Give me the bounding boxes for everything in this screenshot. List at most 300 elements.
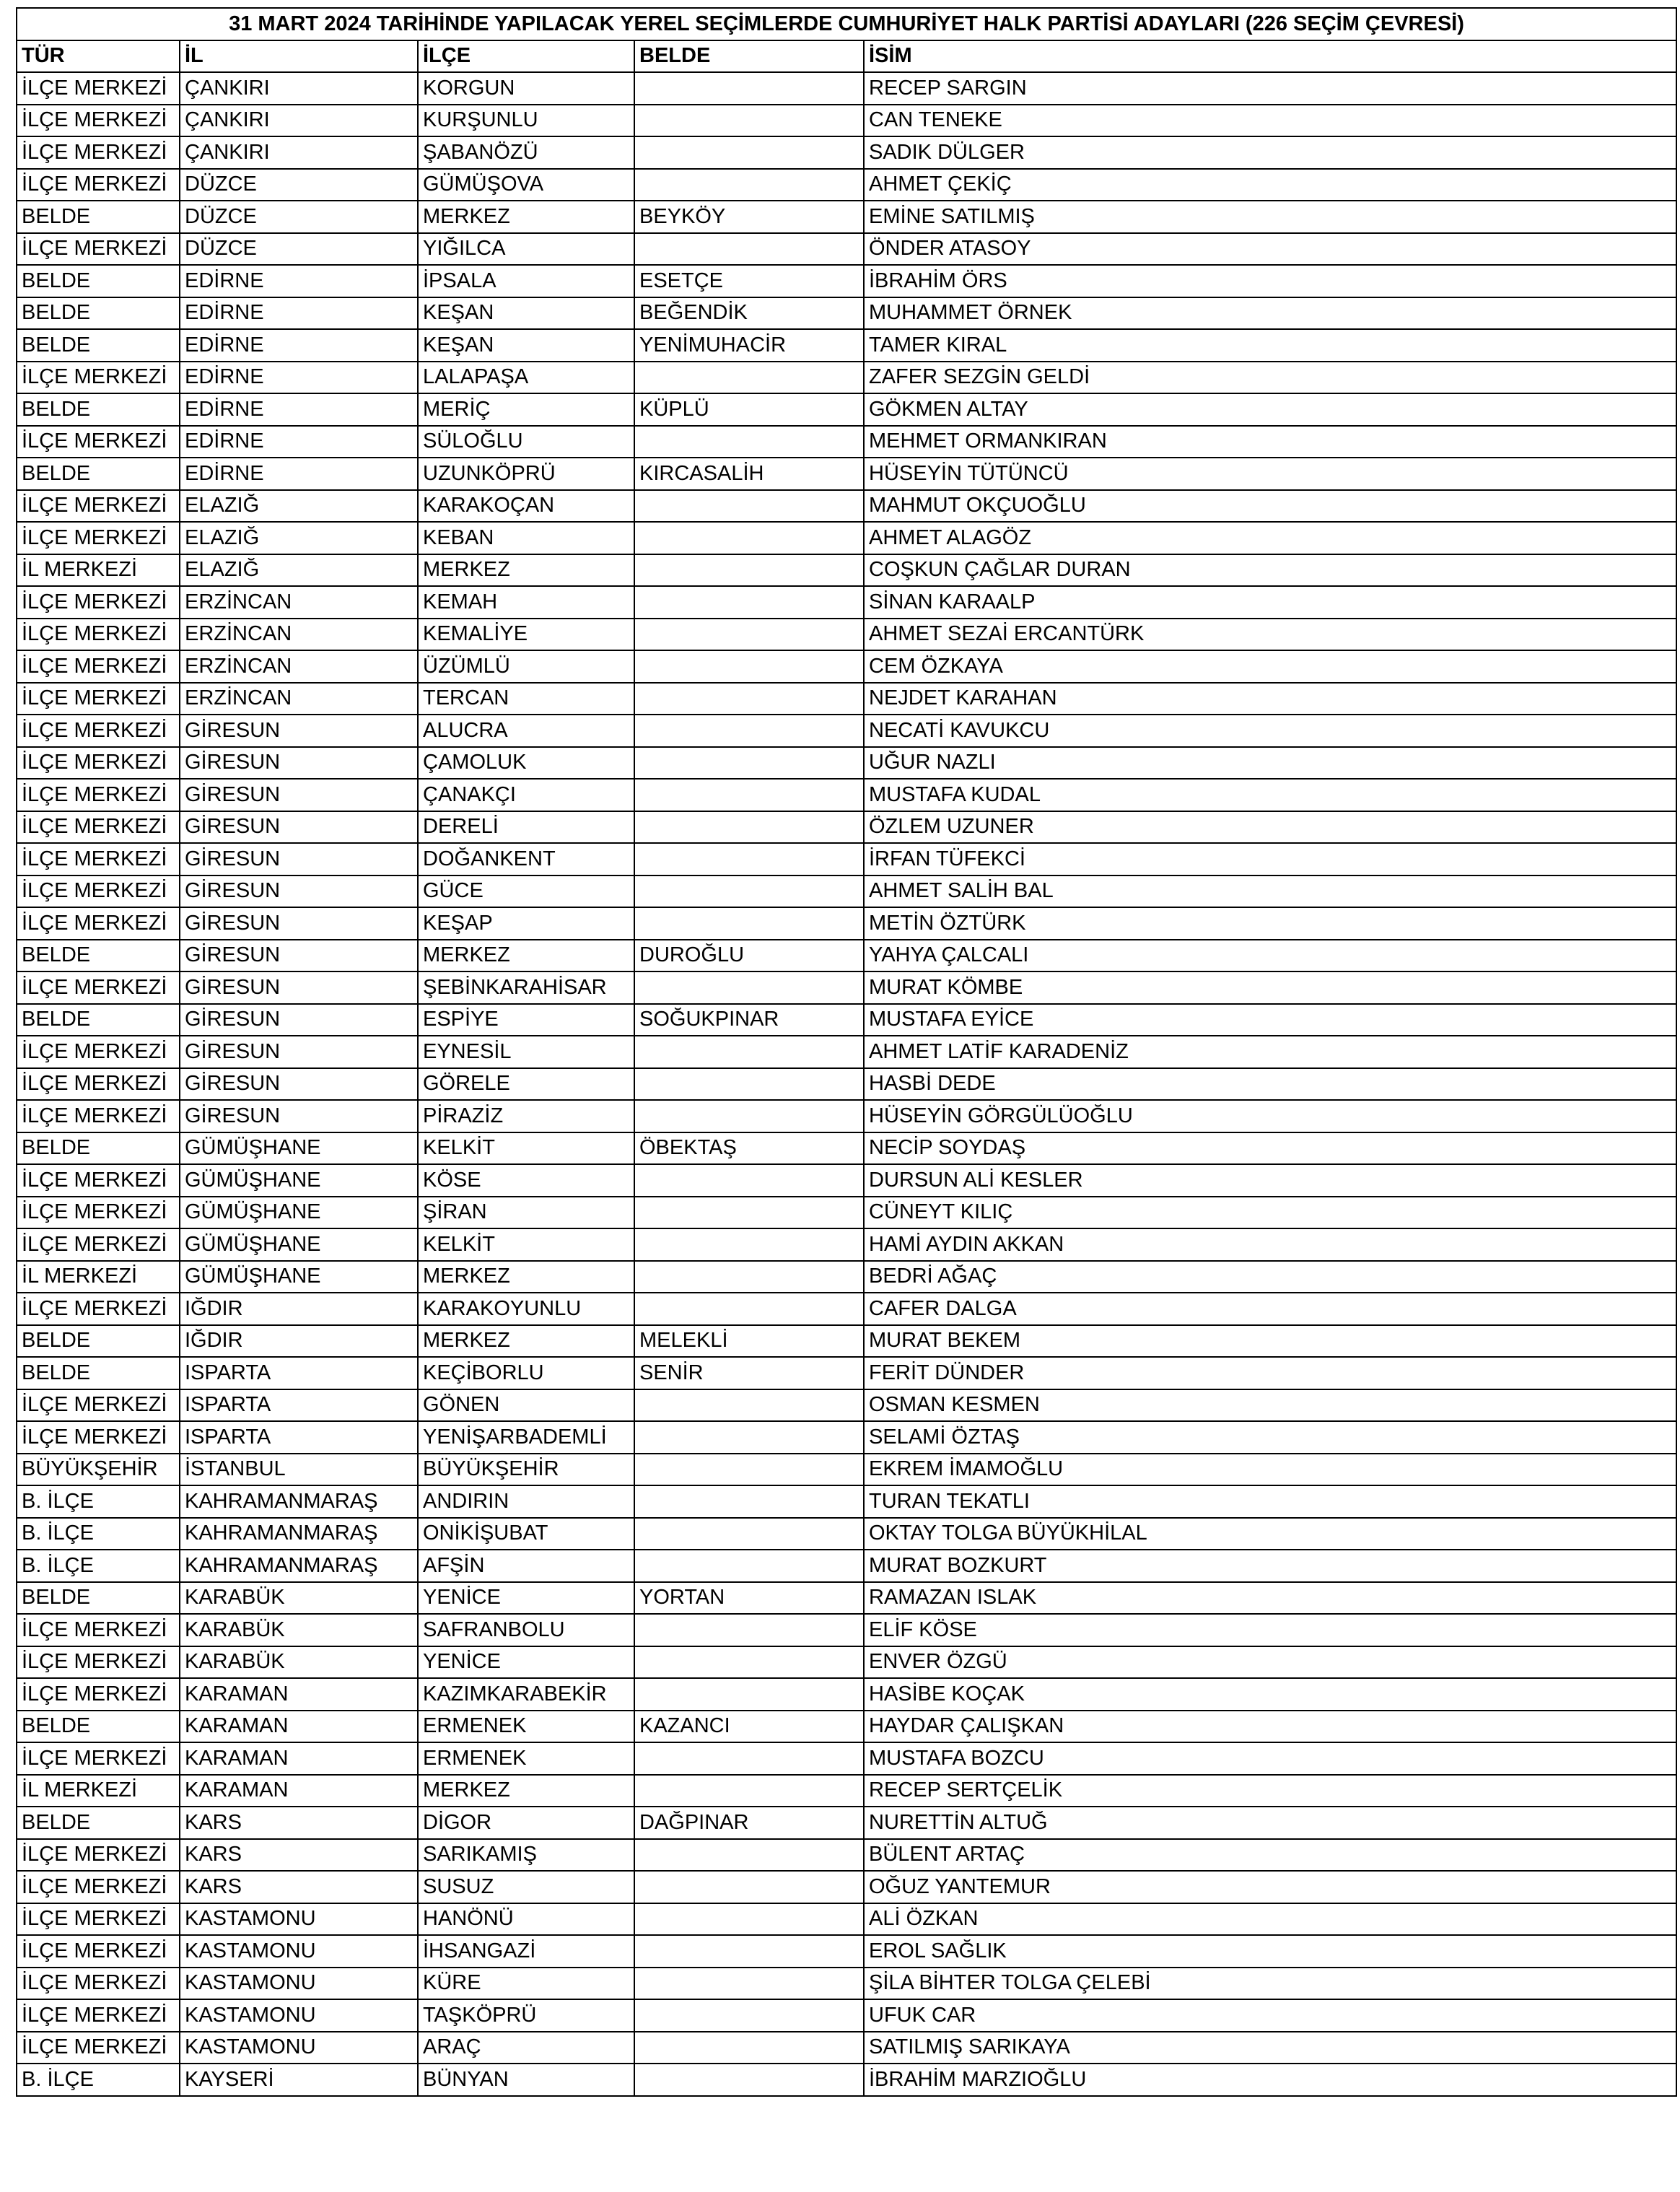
cell-il: KASTAMONU [180, 1968, 418, 2000]
cell-il: GİRESUN [180, 876, 418, 908]
cell-tur: İLÇE MERKEZİ [17, 650, 180, 683]
cell-il: IĞDIR [180, 1325, 418, 1358]
cell-ilce: KELKİT [418, 1132, 634, 1165]
cell-ilce: KAZIMKARABEKİR [418, 1678, 634, 1711]
cell-belde: ESETÇE [634, 265, 864, 297]
table-body [17, 72, 1676, 2096]
cell-belde [634, 2032, 864, 2064]
cell-isim: AHMET ALAGÖZ [864, 522, 1676, 554]
cell-isim: CAN TENEKE [864, 105, 1676, 137]
table-row [17, 1550, 1676, 1582]
table-row [17, 458, 1676, 490]
cell-tur: BELDE [17, 201, 180, 233]
cell-ilce: YENİCE [418, 1582, 634, 1615]
cell-ilce: ONİKİŞUBAT [418, 1518, 634, 1550]
cell-belde [634, 1742, 864, 1775]
cell-tur: İL MERKEZİ [17, 1775, 180, 1807]
cell-tur: BELDE [17, 1711, 180, 1743]
table-row [17, 329, 1676, 362]
cell-tur: İLÇE MERKEZİ [17, 233, 180, 266]
cell-isim: MUSTAFA BOZCU [864, 1742, 1676, 1775]
cell-ilce: ESPİYE [418, 1004, 634, 1036]
cell-il: KARS [180, 1839, 418, 1872]
cell-belde: MELEKLİ [634, 1325, 864, 1358]
cell-tur: İLÇE MERKEZİ [17, 619, 180, 651]
cell-il: KARAMAN [180, 1711, 418, 1743]
cell-il: KARABÜK [180, 1646, 418, 1679]
table-row [17, 1004, 1676, 1036]
cell-tur: İLÇE MERKEZİ [17, 105, 180, 137]
table-row [17, 1871, 1676, 1903]
cell-belde [634, 1293, 864, 1325]
cell-il: GÜMÜŞHANE [180, 1164, 418, 1197]
cell-il: EDİRNE [180, 329, 418, 362]
cell-belde [634, 1261, 864, 1293]
table-row [17, 1807, 1676, 1839]
cell-tur: İLÇE MERKEZİ [17, 1293, 180, 1325]
cell-tur: BELDE [17, 265, 180, 297]
cell-belde: BEĞENDİK [634, 297, 864, 330]
cell-belde [634, 362, 864, 394]
cell-isim: METİN ÖZTÜRK [864, 907, 1676, 940]
cell-isim: TURAN TEKATLI [864, 1485, 1676, 1518]
cell-tur: İLÇE MERKEZİ [17, 747, 180, 780]
cell-il: KARABÜK [180, 1582, 418, 1615]
cell-isim: SATILMIŞ SARIKAYA [864, 2032, 1676, 2064]
cell-ilce: ARAÇ [418, 2032, 634, 2064]
cell-belde [634, 1646, 864, 1679]
cell-tur: İLÇE MERKEZİ [17, 586, 180, 619]
cell-belde [634, 1839, 864, 1872]
table-row [17, 779, 1676, 811]
table-row [17, 811, 1676, 844]
cell-tur: İLÇE MERKEZİ [17, 490, 180, 523]
cell-ilce: MERKEZ [418, 1775, 634, 1807]
cell-isim: GÖKMEN ALTAY [864, 393, 1676, 426]
spreadsheet-sheet [16, 7, 1676, 2097]
cell-ilce: DOĞANKENT [418, 843, 634, 876]
table-row [17, 1454, 1676, 1486]
cell-il: KARAMAN [180, 1775, 418, 1807]
cell-ilce: MERKEZ [418, 940, 634, 972]
cell-ilce: KELKİT [418, 1228, 634, 1261]
cell-isim: NECATİ KAVUKCU [864, 715, 1676, 747]
cell-il: IĞDIR [180, 1293, 418, 1325]
cell-ilce: YENİŞARBADEMLİ [418, 1421, 634, 1454]
table-row [17, 1293, 1676, 1325]
cell-isim: COŞKUN ÇAĞLAR DURAN [864, 554, 1676, 587]
cell-belde [634, 747, 864, 780]
cell-tur: B. İLÇE [17, 1550, 180, 1582]
cell-tur: BELDE [17, 1132, 180, 1165]
cell-belde: KIRCASALİH [634, 458, 864, 490]
candidates-table [16, 7, 1677, 2097]
cell-ilce: GÜCE [418, 876, 634, 908]
table-row [17, 1357, 1676, 1389]
cell-isim: CÜNEYT KILIÇ [864, 1197, 1676, 1229]
cell-il: KAHRAMANMARAŞ [180, 1518, 418, 1550]
table-row [17, 940, 1676, 972]
cell-il: GİRESUN [180, 779, 418, 811]
cell-tur: İLÇE MERKEZİ [17, 1036, 180, 1068]
cell-il: ELAZIĞ [180, 554, 418, 587]
cell-tur: BELDE [17, 329, 180, 362]
cell-ilce: KÜRE [418, 1968, 634, 2000]
cell-tur: İLÇE MERKEZİ [17, 1871, 180, 1903]
cell-il: ELAZIĞ [180, 522, 418, 554]
cell-belde [634, 426, 864, 458]
cell-ilce: DERELİ [418, 811, 634, 844]
cell-il: EDİRNE [180, 297, 418, 330]
cell-isim: EMİNE SATILMIŞ [864, 201, 1676, 233]
cell-il: GİRESUN [180, 1068, 418, 1101]
cell-isim: AHMET LATİF KARADENİZ [864, 1036, 1676, 1068]
cell-isim: NECİP SOYDAŞ [864, 1132, 1676, 1165]
cell-belde [634, 1485, 864, 1518]
cell-belde: YORTAN [634, 1582, 864, 1615]
table-row [17, 136, 1676, 169]
table-row [17, 650, 1676, 683]
cell-belde [634, 1999, 864, 2032]
cell-tur: B. İLÇE [17, 2064, 180, 2096]
cell-il: ELAZIĞ [180, 490, 418, 523]
cell-ilce: GÖNEN [418, 1389, 634, 1422]
cell-isim: RAMAZAN ISLAK [864, 1582, 1676, 1615]
cell-belde: ÖBEKTAŞ [634, 1132, 864, 1165]
cell-ilce: MERKEZ [418, 1325, 634, 1358]
cell-ilce: BÜNYAN [418, 2064, 634, 2096]
cell-tur: İLÇE MERKEZİ [17, 1935, 180, 1968]
cell-belde [634, 1871, 864, 1903]
cell-tur: BELDE [17, 940, 180, 972]
cell-il: GİRESUN [180, 811, 418, 844]
cell-il: KASTAMONU [180, 1935, 418, 1968]
table-row [17, 1389, 1676, 1422]
table-row [17, 1582, 1676, 1615]
cell-ilce: DİGOR [418, 1807, 634, 1839]
cell-ilce: GÖRELE [418, 1068, 634, 1101]
cell-il: KARAMAN [180, 1742, 418, 1775]
table-row [17, 1775, 1676, 1807]
cell-il: GİRESUN [180, 940, 418, 972]
cell-tur: İLÇE MERKEZİ [17, 72, 180, 105]
table-row [17, 1261, 1676, 1293]
cell-tur: İLÇE MERKEZİ [17, 1678, 180, 1711]
cell-tur: İLÇE MERKEZİ [17, 1228, 180, 1261]
cell-belde [634, 650, 864, 683]
cell-belde [634, 715, 864, 747]
cell-isim: RECEP SARGIN [864, 72, 1676, 105]
cell-il: KARABÜK [180, 1614, 418, 1646]
cell-belde [634, 105, 864, 137]
table-row [17, 1614, 1676, 1646]
cell-belde [634, 1228, 864, 1261]
cell-isim: OĞUZ YANTEMUR [864, 1871, 1676, 1903]
cell-il: GÜMÜŞHANE [180, 1132, 418, 1165]
cell-isim: EROL SAĞLIK [864, 1935, 1676, 1968]
table-row [17, 1421, 1676, 1454]
cell-tur: B. İLÇE [17, 1518, 180, 1550]
cell-belde [634, 811, 864, 844]
cell-il: ISPARTA [180, 1357, 418, 1389]
column-header-tur: TÜR [17, 40, 180, 73]
cell-il: GİRESUN [180, 907, 418, 940]
cell-ilce: KEŞAN [418, 329, 634, 362]
cell-isim: NURETTİN ALTUĞ [864, 1807, 1676, 1839]
cell-belde [634, 169, 864, 201]
cell-il: EDİRNE [180, 393, 418, 426]
cell-isim: ENVER ÖZGÜ [864, 1646, 1676, 1679]
cell-tur: BELDE [17, 1325, 180, 1358]
cell-isim: CEM ÖZKAYA [864, 650, 1676, 683]
cell-ilce: MERKEZ [418, 554, 634, 587]
title-row [17, 8, 1676, 40]
cell-isim: ÖZLEM UZUNER [864, 811, 1676, 844]
cell-isim: BEDRİ AĞAÇ [864, 1261, 1676, 1293]
cell-il: ERZİNCAN [180, 650, 418, 683]
cell-il: KASTAMONU [180, 1999, 418, 2032]
cell-tur: BELDE [17, 1582, 180, 1615]
cell-isim: AHMET SALİH BAL [864, 876, 1676, 908]
cell-isim: İBRAHİM ÖRS [864, 265, 1676, 297]
cell-il: GÜMÜŞHANE [180, 1261, 418, 1293]
cell-ilce: ŞEBİNKARAHİSAR [418, 971, 634, 1004]
cell-il: EDİRNE [180, 426, 418, 458]
cell-tur: İLÇE MERKEZİ [17, 1068, 180, 1101]
cell-belde [634, 876, 864, 908]
cell-ilce: TAŞKÖPRÜ [418, 1999, 634, 2032]
cell-tur: BÜYÜKŞEHİR [17, 1454, 180, 1486]
column-header-il: İL [180, 40, 418, 73]
table-row [17, 2032, 1676, 2064]
cell-ilce: LALAPAŞA [418, 362, 634, 394]
table-row [17, 233, 1676, 266]
table-row [17, 1903, 1676, 1936]
cell-isim: İRFAN TÜFEKCİ [864, 843, 1676, 876]
cell-il: KARAMAN [180, 1678, 418, 1711]
cell-ilce: MERKEZ [418, 201, 634, 233]
cell-ilce: KEÇİBORLU [418, 1357, 634, 1389]
cell-tur: İLÇE MERKEZİ [17, 971, 180, 1004]
cell-tur: İLÇE MERKEZİ [17, 1389, 180, 1422]
cell-ilce: KEŞAN [418, 297, 634, 330]
cell-il: ÇANKIRI [180, 136, 418, 169]
cell-tur: BELDE [17, 1807, 180, 1839]
cell-isim: ZAFER SEZGİN GELDİ [864, 362, 1676, 394]
cell-isim: MURAT BEKEM [864, 1325, 1676, 1358]
cell-il: KAYSERİ [180, 2064, 418, 2096]
cell-isim: HAYDAR ÇALIŞKAN [864, 1711, 1676, 1743]
cell-isim: HÜSEYİN TÜTÜNCÜ [864, 458, 1676, 490]
table-row [17, 1518, 1676, 1550]
table-row [17, 490, 1676, 523]
cell-isim: NEJDET KARAHAN [864, 683, 1676, 715]
table-row [17, 362, 1676, 394]
cell-ilce: SÜLOĞLU [418, 426, 634, 458]
cell-belde [634, 1550, 864, 1582]
cell-tur: İLÇE MERKEZİ [17, 1421, 180, 1454]
cell-tur: BELDE [17, 297, 180, 330]
cell-tur: BELDE [17, 1357, 180, 1389]
cell-tur: İLÇE MERKEZİ [17, 843, 180, 876]
cell-isim: MUHAMMET ÖRNEK [864, 297, 1676, 330]
cell-belde [634, 1164, 864, 1197]
cell-belde [634, 586, 864, 619]
cell-belde [634, 1968, 864, 2000]
cell-il: GİRESUN [180, 1100, 418, 1132]
cell-ilce: KARAKOÇAN [418, 490, 634, 523]
cell-isim: UĞUR NAZLI [864, 747, 1676, 780]
cell-ilce: ÇANAKÇI [418, 779, 634, 811]
cell-belde [634, 1197, 864, 1229]
cell-il: ERZİNCAN [180, 683, 418, 715]
cell-tur: İLÇE MERKEZİ [17, 779, 180, 811]
table-row [17, 1325, 1676, 1358]
cell-tur: İLÇE MERKEZİ [17, 876, 180, 908]
cell-isim: YAHYA ÇALCALI [864, 940, 1676, 972]
cell-il: KARS [180, 1807, 418, 1839]
cell-isim: MURAT BOZKURT [864, 1550, 1676, 1582]
cell-belde [634, 683, 864, 715]
table-row [17, 1711, 1676, 1743]
cell-isim: SELAMİ ÖZTAŞ [864, 1421, 1676, 1454]
cell-belde [634, 1068, 864, 1101]
cell-tur: BELDE [17, 393, 180, 426]
cell-belde [634, 136, 864, 169]
cell-belde: KÜPLÜ [634, 393, 864, 426]
column-header-isim: İSİM [864, 40, 1676, 73]
table-row [17, 522, 1676, 554]
table-row [17, 105, 1676, 137]
cell-isim: SİNAN KARAALP [864, 586, 1676, 619]
cell-tur: İLÇE MERKEZİ [17, 426, 180, 458]
table-row [17, 297, 1676, 330]
cell-ilce: BÜYÜKŞEHİR [418, 1454, 634, 1486]
cell-ilce: KURŞUNLU [418, 105, 634, 137]
cell-il: GİRESUN [180, 747, 418, 780]
cell-ilce: AFŞİN [418, 1550, 634, 1582]
cell-il: ERZİNCAN [180, 619, 418, 651]
cell-isim: ŞİLA BİHTER TOLGA ÇELEBİ [864, 1968, 1676, 2000]
cell-belde [634, 1678, 864, 1711]
table-row [17, 393, 1676, 426]
table-row [17, 1100, 1676, 1132]
table-row [17, 971, 1676, 1004]
cell-tur: İLÇE MERKEZİ [17, 136, 180, 169]
cell-il: GİRESUN [180, 971, 418, 1004]
cell-il: ISPARTA [180, 1421, 418, 1454]
cell-tur: İLÇE MERKEZİ [17, 1164, 180, 1197]
cell-belde [634, 72, 864, 105]
table-row [17, 1197, 1676, 1229]
cell-ilce: KORGUN [418, 72, 634, 105]
table-row [17, 907, 1676, 940]
cell-ilce: KEMALİYE [418, 619, 634, 651]
table-row [17, 683, 1676, 715]
document-title: 31 MART 2024 TARİHİNDE YAPILACAK YEREL SEÇİMLERDE CUMHURİYET HALK PARTİSİ ADAYLARI (226 SEÇİM ÇEVRESİ) [17, 8, 1676, 40]
cell-ilce: GÜMÜŞOVA [418, 169, 634, 201]
cell-belde [634, 522, 864, 554]
cell-ilce: ALUCRA [418, 715, 634, 747]
cell-il: ÇANKIRI [180, 105, 418, 137]
cell-il: EDİRNE [180, 458, 418, 490]
cell-il: KASTAMONU [180, 1903, 418, 1936]
cell-belde [634, 1036, 864, 1068]
table-row [17, 1036, 1676, 1068]
cell-il: GÜMÜŞHANE [180, 1197, 418, 1229]
cell-isim: FERİT DÜNDER [864, 1357, 1676, 1389]
cell-ilce: MERİÇ [418, 393, 634, 426]
cell-isim: OSMAN KESMEN [864, 1389, 1676, 1422]
cell-isim: MAHMUT OKÇUOĞLU [864, 490, 1676, 523]
cell-isim: AHMET ÇEKİÇ [864, 169, 1676, 201]
cell-tur: İLÇE MERKEZİ [17, 1742, 180, 1775]
cell-ilce: KEMAH [418, 586, 634, 619]
table-row [17, 2064, 1676, 2096]
table-row [17, 586, 1676, 619]
cell-isim: TAMER KIRAL [864, 329, 1676, 362]
cell-isim: UFUK CAR [864, 1999, 1676, 2032]
cell-il: ÇANKIRI [180, 72, 418, 105]
cell-ilce: SARIKAMIŞ [418, 1839, 634, 1872]
cell-tur: İLÇE MERKEZİ [17, 1646, 180, 1679]
cell-ilce: SUSUZ [418, 1871, 634, 1903]
cell-tur: İLÇE MERKEZİ [17, 169, 180, 201]
cell-ilce: ANDIRIN [418, 1485, 634, 1518]
table-row [17, 1839, 1676, 1872]
table-row [17, 619, 1676, 651]
table-row [17, 876, 1676, 908]
cell-ilce: ŞİRAN [418, 1197, 634, 1229]
cell-il: GÜMÜŞHANE [180, 1228, 418, 1261]
table-row [17, 72, 1676, 105]
cell-ilce: KEŞAP [418, 907, 634, 940]
cell-tur: İLÇE MERKEZİ [17, 811, 180, 844]
cell-tur: İLÇE MERKEZİ [17, 715, 180, 747]
table-row [17, 1132, 1676, 1165]
cell-isim: OKTAY TOLGA BÜYÜKHİLAL [864, 1518, 1676, 1550]
cell-isim: DURSUN ALİ KESLER [864, 1164, 1676, 1197]
cell-isim: HAMİ AYDIN AKKAN [864, 1228, 1676, 1261]
table-row [17, 1485, 1676, 1518]
cell-belde: SENİR [634, 1357, 864, 1389]
table-row [17, 843, 1676, 876]
cell-isim: RECEP SERTÇELİK [864, 1775, 1676, 1807]
cell-tur: İLÇE MERKEZİ [17, 1100, 180, 1132]
cell-belde [634, 2064, 864, 2096]
cell-tur: İLÇE MERKEZİ [17, 2032, 180, 2064]
cell-belde [634, 1775, 864, 1807]
cell-ilce: ÜZÜMLÜ [418, 650, 634, 683]
table-row [17, 1742, 1676, 1775]
cell-ilce: ERMENEK [418, 1711, 634, 1743]
cell-belde [634, 1935, 864, 1968]
header-row [17, 40, 1676, 73]
cell-ilce: KARAKOYUNLU [418, 1293, 634, 1325]
cell-tur: İLÇE MERKEZİ [17, 1197, 180, 1229]
table-row [17, 201, 1676, 233]
cell-il: GİRESUN [180, 715, 418, 747]
cell-ilce: TERCAN [418, 683, 634, 715]
cell-ilce: KEBAN [418, 522, 634, 554]
cell-il: İSTANBUL [180, 1454, 418, 1486]
cell-isim: BÜLENT ARTAÇ [864, 1839, 1676, 1872]
cell-ilce: İPSALA [418, 265, 634, 297]
cell-tur: İLÇE MERKEZİ [17, 1839, 180, 1872]
cell-belde: KAZANCI [634, 1711, 864, 1743]
cell-il: GİRESUN [180, 1036, 418, 1068]
cell-il: ERZİNCAN [180, 586, 418, 619]
